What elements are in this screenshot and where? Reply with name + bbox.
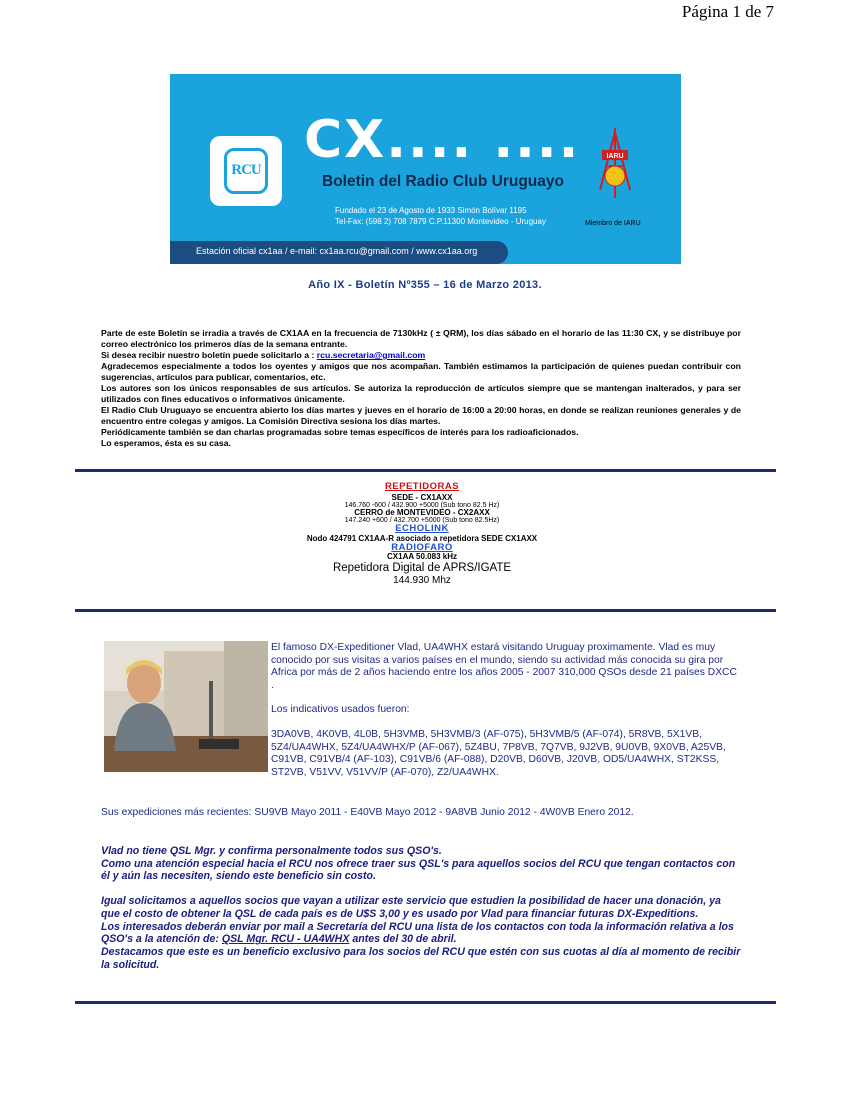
iaru-logo-icon [596, 128, 634, 198]
divider [75, 469, 776, 472]
issue-line: Año IX - Boletín Nº355 – 16 de Marzo 2013. [308, 279, 542, 291]
qsl-notice: Vlad no tiene QSL Mgr. y confirma personalmente todos sus QSO's. Como una atención especial hacia el RCU nos ofrece traer sus QSL's para aquellos socios del RCU que tengan contactos con él y aún las necesiten, siendo este beneficio sin costo. Igual solicitamos a aquellos socios que vayan a utilizar este servicio que estudien la posibilidad de hacer una donación, ya que el costo de obtener la QSL de cada país es de U$S 3,00 y es usado por Vlad para financiar futuras DX-Expeditions. Los interesados deberán enviar por mail a Secretaría del RCU una lista de los contactos con toda la información relativa a los QSO's a la atención de: QSL Mgr. RCU - UA4WHX antes del 30 de abril. Destacamos que este es un beneficio exclusivo para los socios del RCU que estén con sus cuotas al día al momento de recibir la solicitud. [101, 845, 741, 971]
banner-title: CX.... .... [304, 110, 581, 170]
radiofaro-heading: RADIOFARO [391, 542, 453, 553]
bulletin-banner [170, 74, 681, 264]
divider [75, 1001, 776, 1004]
secretaria-email-link[interactable]: rcu.secretaria@gmail.com [316, 350, 426, 360]
iaru-member-label: Miembro de IARU [585, 220, 641, 227]
divider [75, 609, 776, 612]
banner-contact-bar: Estación oficial cx1aa / e-mail: cx1aa.rcu@gmail.com / www.cx1aa.org [170, 241, 508, 264]
banner-address: Fundado el 23 de Agosto de 1933 Simón Bolívar 1195 Tel-Fax: (598 2) 708 7879 C.P.11300 Montevideo - Uruguay [335, 206, 546, 226]
qsl-manager-link[interactable]: QSL Mgr. RCU - UA4WHX [221, 933, 350, 946]
recent-expeditions: Sus expediciones más recientes: SU9VB Mayo 2011 - E40VB Mayo 2012 - 9A8VB Junio 2012 - 4W0VB Enero 2012. [101, 807, 634, 818]
repeaters-block: REPETIDORAS SEDE - CX1AXX 146.760 -600 / 432.900 +5000 (Sub tono 82.5 Hz) CERRO de MONTEVIDEO - CX2AXX 147.240 +600 / 432.700 +5000 (Sub tono 82.5Hz) ECHOLINK Nodo 424791 CX1AA-R asociado a repetidora SEDE CX1AXX RADIOFARO CX1AA 50.083 kHz Repetidora Digital de APRS/IGATE 144.930 Mhz [240, 482, 604, 586]
rcu-logo: RCU [210, 136, 282, 206]
repeaters-heading: REPETIDORAS [384, 481, 460, 492]
vlad-photo [104, 641, 268, 772]
vlad-article: El famoso DX-Expeditioner Vlad, UA4WHX estará visitando Uruguay proximamente. Vlad es muy conocido por sus visitas a varios países en el mundo, siendo su actividad más conocida su gira por Africa por más de 2 años haciendo entre los años 2005 - 2007 310,000 QSOs desde 21 países DXCC . Los indicativos usados fueron: 3DA0VB, 4K0VB, 4L0B, 5H3VMB, 5H3VMB/3 (AF-075), 5H3VMB/5 (AF-074), 5R8VB, 5X1VB, 5Z4/UA4WHX, 5Z4/UA4WHX/P (AF-067), 5Z4BU, 7P8VB, 7Q7VB, 9J2VB, 9U0VB, 9X0VB, A25VB, C91VB, C91VB/4 (AF-103), C91VB/6 (AF-088), D20VB, D60VB, J20VB, OD5/UA4WHX, ST2KSS, ST2VB, V51VV, V51VV/P (AF-070), Z2/UA4WHX. [271, 642, 737, 778]
banner-subtitle: Boletin del Radio Club Uruguayo [322, 173, 564, 190]
intro-text: Parte de este Boletín se irradia a través de CX1AA en la frecuencia de 7130kHz ( ± QRM), los días sábado en el horario de las 11:30 CX, y se distribuye por correo electrónico los primeros días de la semana entrante. Si desea recibir nuestro boletín puede solicitarlo a : rcu.secretaria@gmail.com Agradecemos especialmente a todos los oyentes y amigos que nos acompañan. También estimamos la participación de quienes puedan contribuir con sugerencias, artículos para publicar, comentarios, etc. Los autores son los únicos responsables de sus artículos. Se autoriza la reproducción de artículos siempre que se mantengan inalterados, y para ser utilizados con fines educativos o informativos únicamente. El Radio Club Uruguayo se encuentra abierto los días martes y jueves en el horario de 16:00 a 20:00 horas, en donde se realizan reuniones generales y de encuentro entre colegas y amigos. La Comisión Directiva sesiona los días martes. Periódicamente también se dan charlas programadas sobre temas específicos de interés para los radioaficionados. Lo esperamos, ésta es su casa. [101, 328, 741, 448]
page-number: Página 1 de 7 [681, 2, 774, 21]
echolink-heading: ECHOLINK [395, 522, 449, 534]
svg-text:IARU: IARU [606, 153, 624, 160]
